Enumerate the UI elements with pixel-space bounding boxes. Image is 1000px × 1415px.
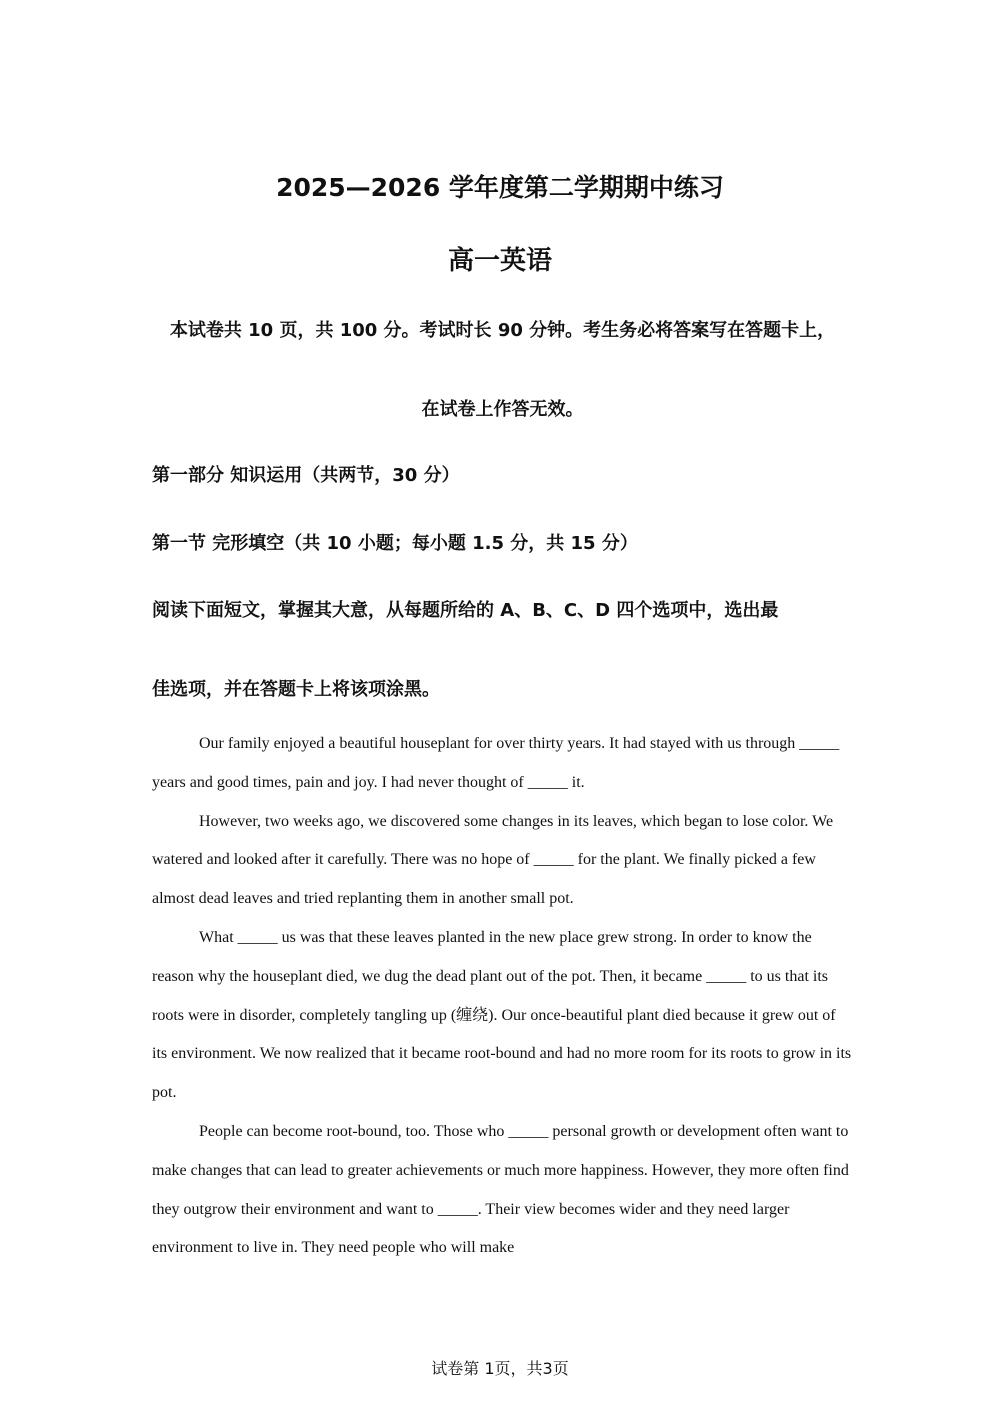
passage-paragraph: Our family enjoyed a beautiful houseplant for over thirty years. It had stayed with us through _____ years and good times, pain and joy. I had never thought of _____ it. [152, 735, 840, 791]
directions-line-1: 阅读下面短文，掌握其大意，从每题所给的 A、B、C、D 四个选项中，选出最 [152, 600, 779, 621]
instructions-line-1: 本试卷共 10 页，共 100 分。考试时长 90 分钟。考生务必将答案写在答题卡上， [169, 320, 836, 341]
subject-title: 高一英语 [447, 246, 552, 276]
cloze-passage [152, 725, 852, 1268]
passage-paragraph: However, two weeks ago, we discovered some changes in its leaves, which began to lose color. We watered and looked after it carefully. There was no hope of _____ for the plant. We finally picked a few almost dead leaves and tried replanting them in another small pot. [152, 812, 834, 908]
instructions-line-2: 在试卷上作答无效。 [421, 399, 584, 420]
passage-paragraph: People can become root-bound, too. Those who _____ personal growth or development often want to make changes that can lead to greater achievements or much more happiness. However, they more often find they outgrow their environment and want to _____. Their view becomes wider and they need larger environment to live in. They need people who will make [152, 1122, 849, 1257]
section-title: 第一节 完形填空（共 10 小题；每小题 1.5 分，共 15 分） [152, 533, 638, 554]
page-footer: 试卷第 1页，共3页 [431, 1359, 569, 1378]
part-title: 第一部分 知识运用（共两节，30 分） [152, 465, 460, 486]
directions-line-2: 佳选项，并在答题卡上将该项涂黑。 [152, 679, 440, 700]
passage-paragraph: What _____ us was that these leaves planted in the new place grew strong. In order to know the reason why the houseplant died, we dug the dead plant out of the pot. Then, it became _____ to us that its roots were in disorder, completely tangling up (缠绕). Our once-beautiful plant died because it grew out of its environment. We now realized that it became root-bound and had no more room for its roots to grow in its pot. [152, 928, 852, 1102]
exam-title: 2025—2026 学年度第二学期期中练习 [276, 173, 724, 202]
